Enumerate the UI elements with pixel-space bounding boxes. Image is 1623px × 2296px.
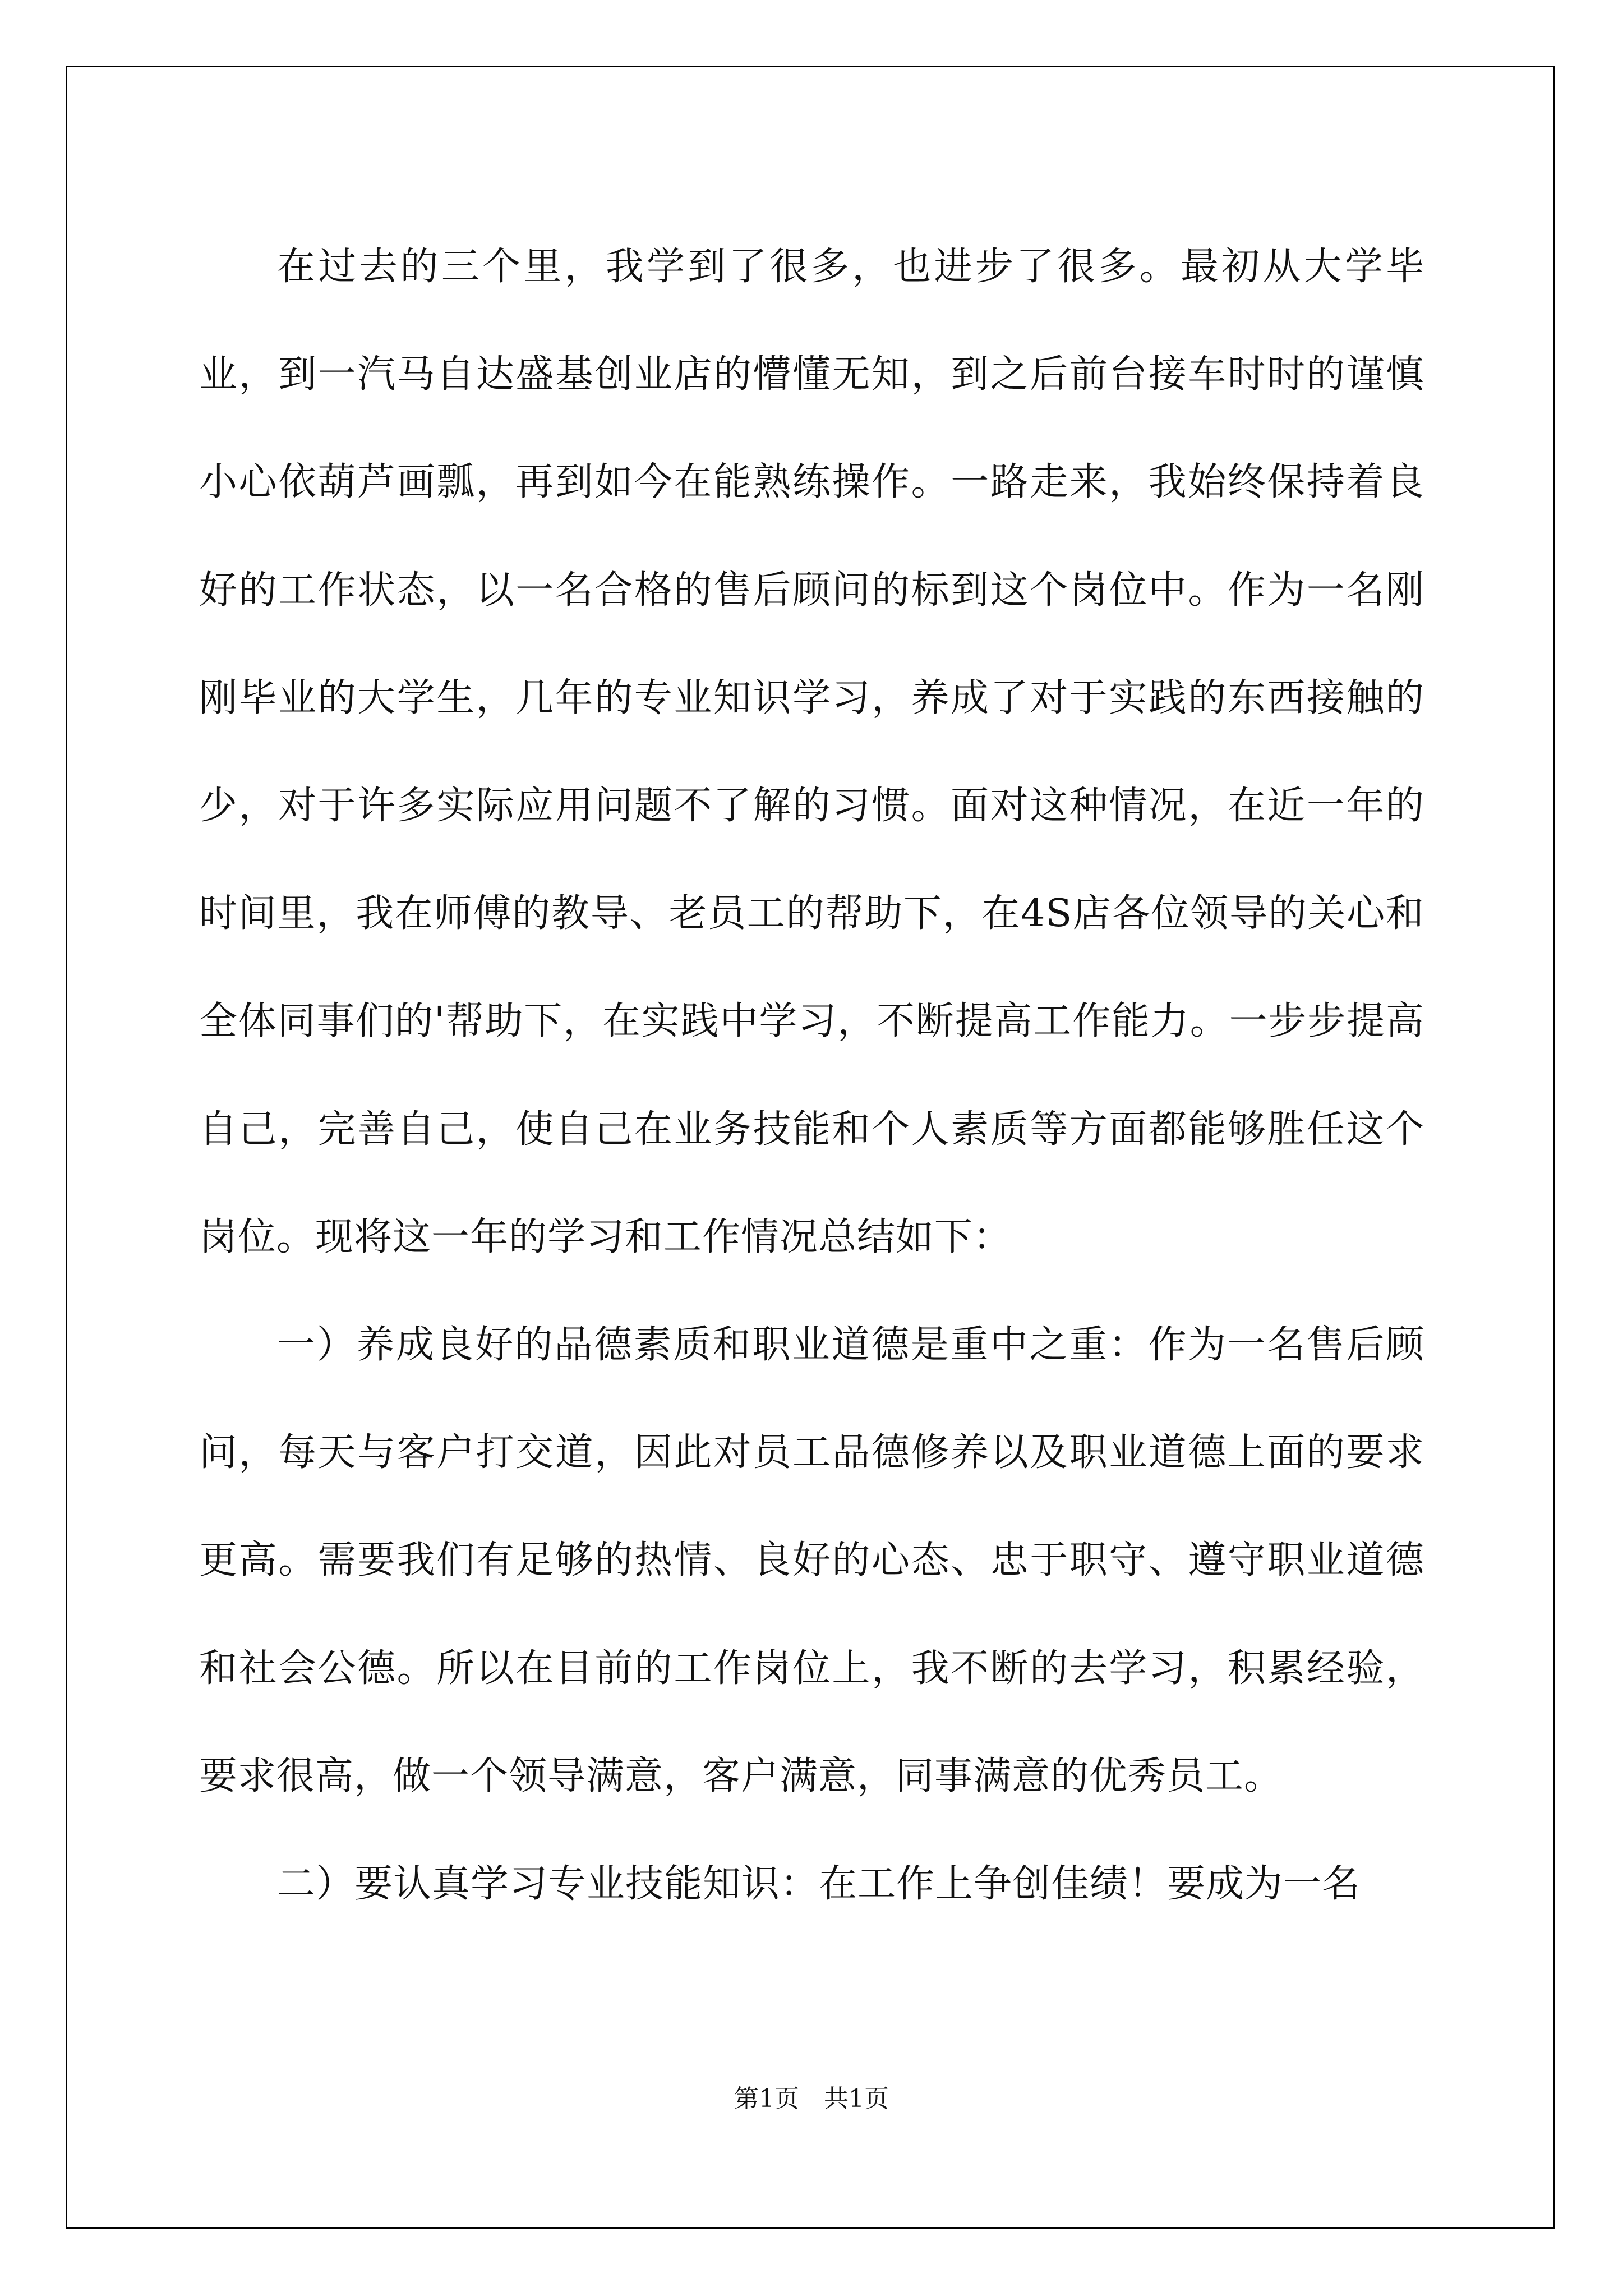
paragraph-intro: 在过去的三个里，我学到了很多，也进步了很多。最初从大学毕业，到一汽马自达盛基创业店的懵懂无知，到之后前台接车时时的谨慎小心依葫芦画瓢，再到如今在能熟练操作。一路走来，我始终保持着良好的工作状态，以一名合格的售后顾问的标到这个岗位中。作为一名刚刚毕业的大学生，几年的专业知识学习，养成了对于实践的东西接触的少，对于许多实际应用问题不了解的习惯。面对这种情况，在近一年的时间里，我在师傅的教导、老员工的帮助下，在4S店各位领导的关心和全体同事们的'帮助下，在实践中学习，不断提高工作能力。一步步提高自己，完善自己，使自己在业务技能和个人素质等方面都能够胜任这个岗位。现将这一年的学习和工作情况总结如下： bbox=[199, 245, 1424, 1259]
paragraph-section-one: 一）养成良好的品德素质和职业道德是重中之重：作为一名售后顾问，每天与客户打交道，因此对员工品德修养以及职业道德上面的要求更高。需要我们有足够的热情、良好的心态、忠于职守、遵守职业道德和社会公德。所以在目前的工作岗位上，我不断的去学习，积累经验，要求很高，做一个领导满意，客户满意，同事满意的优秀员工。 bbox=[199, 1323, 1424, 1798]
page-footer: 第1页 共1页 bbox=[734, 2085, 889, 2113]
document-body bbox=[199, 213, 1424, 1938]
paragraph-section-two: 二）要认真学习专业技能知识：在工作上争创佳绩！要成为一名 bbox=[277, 1862, 1361, 1907]
